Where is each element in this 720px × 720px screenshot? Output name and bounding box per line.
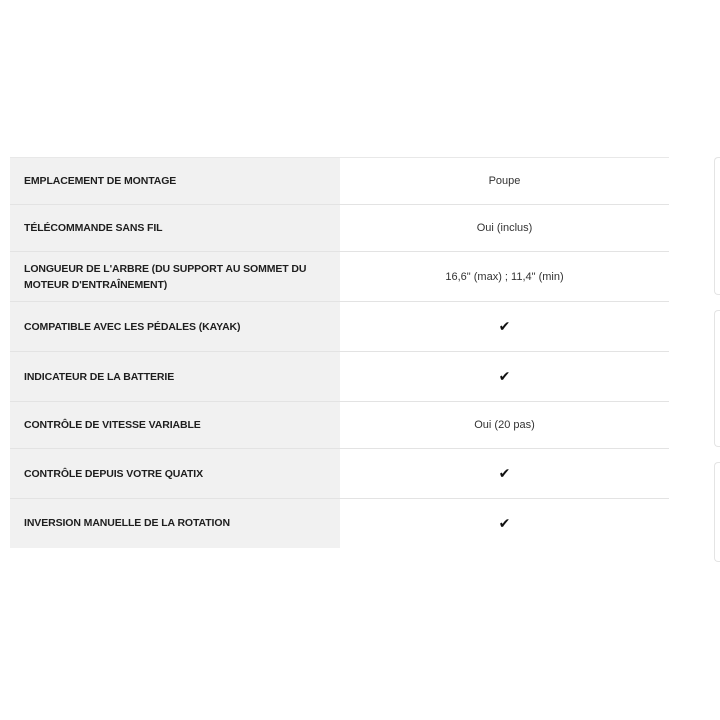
spec-label: INVERSION MANUELLE DE LA ROTATION bbox=[10, 499, 340, 548]
table-row bbox=[10, 499, 669, 548]
checkmark-icon: ✔ bbox=[498, 368, 511, 384]
spec-value: 16,6" (max) ; 11,4" (min) bbox=[340, 252, 669, 302]
spec-value: Poupe bbox=[340, 158, 669, 205]
spec-label: TÉLÉCOMMANDE SANS FIL bbox=[10, 205, 340, 252]
table-row bbox=[10, 449, 669, 499]
side-card-edge bbox=[714, 310, 720, 447]
spec-value-cell bbox=[340, 302, 669, 352]
spec-label: INDICATEUR DE LA BATTERIE bbox=[10, 352, 340, 402]
spec-value-cell bbox=[340, 352, 669, 402]
side-card-edge bbox=[714, 157, 720, 295]
table-row bbox=[10, 158, 669, 205]
table-row bbox=[10, 205, 669, 252]
spec-value-cell bbox=[340, 449, 669, 499]
spec-value: Oui (inclus) bbox=[340, 205, 669, 252]
table-row bbox=[10, 402, 669, 449]
spec-label: CONTRÔLE DEPUIS VOTRE QUATIX bbox=[10, 449, 340, 499]
checkmark-icon: ✔ bbox=[498, 465, 511, 481]
spec-value: Oui (20 pas) bbox=[340, 402, 669, 449]
side-card-edge bbox=[714, 462, 720, 562]
checkmark-icon: ✔ bbox=[498, 514, 511, 531]
spec-value-cell bbox=[340, 499, 669, 548]
spec-label: EMPLACEMENT DE MONTAGE bbox=[10, 158, 340, 205]
table-row bbox=[10, 302, 669, 352]
spec-label: CONTRÔLE DE VITESSE VARIABLE bbox=[10, 402, 340, 449]
table-row bbox=[10, 252, 669, 302]
spec-label: COMPATIBLE AVEC LES PÉDALES (KAYAK) bbox=[10, 302, 340, 352]
table-row bbox=[10, 352, 669, 402]
spec-table bbox=[10, 157, 669, 548]
checkmark-icon: ✔ bbox=[498, 318, 511, 334]
spec-label: LONGUEUR DE L'ARBRE (DU SUPPORT AU SOMMET DU MOTEUR D'ENTRAÎNEMENT) bbox=[10, 252, 340, 302]
